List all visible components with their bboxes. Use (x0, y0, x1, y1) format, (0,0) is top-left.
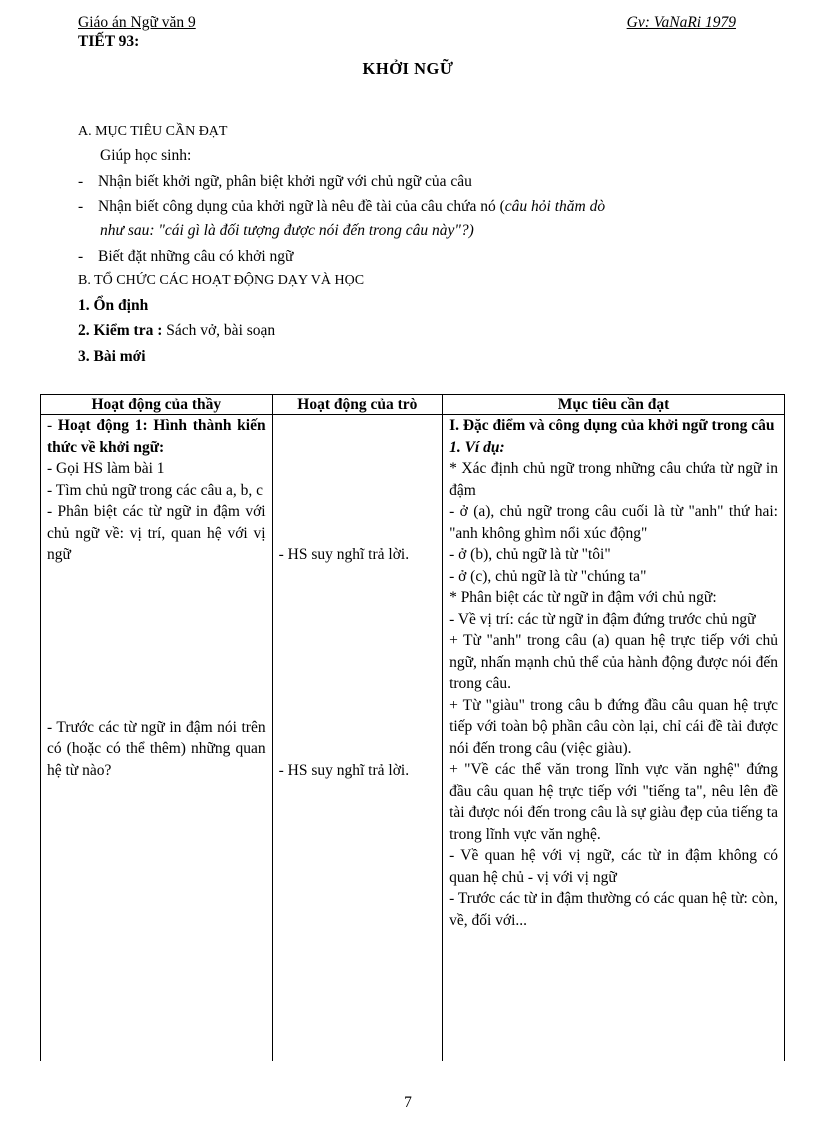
table-header-row (41, 395, 785, 415)
objective-3-text: Biết đặt những câu có khởi ngữ (98, 248, 294, 265)
step-2 (78, 320, 748, 342)
step-1: 1. Ổn định (78, 297, 149, 314)
goal-item: - ở (c), chủ ngữ là từ "chúng ta" (449, 567, 647, 585)
teacher-step: - Gọi HS làm bài 1 (47, 460, 165, 477)
objective-3 (78, 246, 748, 268)
step-3: 3. Bài mới (78, 348, 146, 365)
teacher-step: - Phân biệt các từ ngữ in đậm với chủ ngữ về: vị trí, quan hệ với vị ngữ (47, 503, 266, 563)
activity-1-title (47, 415, 266, 458)
goal-item: + Từ "giàu" trong câu b đứng đầu câu quan hệ trực tiếp với toàn bộ phần câu còn lại, chỉ cái đề tài được nói đến trong câu (việc giàu). (449, 696, 778, 757)
goal-item: - Về quan hệ với vị ngữ, các từ in đậm không có quan hệ chủ - vị với vị ngữ (449, 847, 778, 886)
step-2-label: 2. Kiểm tra : (78, 322, 163, 339)
section-a-heading: A. MỤC TIÊU CẦN ĐẠT (78, 124, 228, 139)
goals-cell (443, 415, 785, 1062)
col-header-student: Hoạt động của trò (272, 395, 442, 415)
table-row (41, 415, 785, 1062)
teacher-step: - Tìm chủ ngữ trong các câu a, b, c (47, 481, 263, 499)
header-subject: Giáo án Ngữ văn 9 (78, 14, 196, 31)
goal-item: * Phân biệt các từ ngữ in đậm với chủ ngữ: (449, 589, 717, 606)
objective-2 (78, 196, 748, 218)
goal-item: + Từ "anh" trong câu (a) quan hệ trực tiếp với chủ ngữ, nhấn mạnh chủ thể của hành động được nói đến trong câu. (449, 632, 778, 692)
student-answer: - HS suy nghĩ trả lời. (278, 546, 410, 563)
bullet: - (78, 248, 84, 265)
objective-2-italic: câu hỏi thăm dò (504, 198, 606, 215)
bullet: - (47, 417, 53, 434)
goals-title: I. Đặc điểm và công dụng của khởi ngữ trong câu (449, 417, 775, 434)
objective-1 (78, 171, 748, 193)
step-2-text: Sách vở, bài soạn (166, 322, 276, 339)
page-title: KHỞI NGỮ (362, 59, 454, 78)
objective-2-text: Nhận biết công dụng của khởi ngữ là nêu đề tài của câu chứa nó ( (98, 198, 505, 215)
lesson-number: TIẾT 93: (78, 33, 140, 50)
intro-help: Giúp học sinh: (100, 147, 192, 164)
bullet: - (78, 173, 84, 190)
activity-1-text: Hoạt động 1: Hình thành kiến thức về khởi ngữ: (47, 417, 266, 456)
goal-item: - ở (a), chủ ngữ trong câu cuối là từ "anh" thứ hai: "anh không ghìm nổi xúc động" (449, 503, 778, 542)
student-cell (272, 415, 442, 1062)
goal-item: * Xác định chủ ngữ trong những câu chứa từ ngữ in đậm (449, 460, 778, 499)
header-teacher: Gv: VaNaRi 1979 (626, 14, 736, 31)
col-header-goals: Mục tiêu cần đạt (443, 395, 785, 415)
lesson-table (40, 394, 785, 1061)
col-header-teacher: Hoạt động của thầy (41, 395, 273, 415)
objective-1-text: Nhận biết khởi ngữ, phân biệt khởi ngữ với chủ ngữ của câu (98, 173, 472, 190)
objective-2-cont: như sau: "cái gì là đối tượng được nói đến trong câu này"?) (100, 222, 474, 239)
bullet: - (78, 198, 84, 215)
goal-item: + "Về các thể văn trong lĩnh vực văn nghệ" đứng đầu câu quan hệ trực tiếp với "tiếng ta", nêu lên đề tài được nói đến trong câu là sự giàu đẹp của tiếng ta trong lĩnh vực văn nghệ. (449, 761, 778, 843)
goal-item: - ở (b), chủ ngữ là từ "tôi" (449, 546, 611, 563)
goal-item: - Trước các từ in đậm thường có các quan hệ từ: còn, về, đối với... (449, 890, 778, 929)
page-number: 7 (404, 1094, 412, 1111)
goal-item: - Về vị trí: các từ ngữ in đậm đứng trước chủ ngữ (449, 610, 756, 628)
student-answer: - HS suy nghĩ trả lời. (278, 761, 410, 779)
goals-subtitle: 1. Ví dụ: (449, 438, 505, 456)
teacher-step: - Trước các từ ngữ in đậm nói trên có (hoặc có thể thêm) những quan hệ từ nào? (47, 718, 266, 779)
section-b-heading: B. TỔ CHỨC CÁC HOẠT ĐỘNG DẠY VÀ HỌC (78, 273, 365, 288)
teacher-cell (41, 415, 273, 1062)
